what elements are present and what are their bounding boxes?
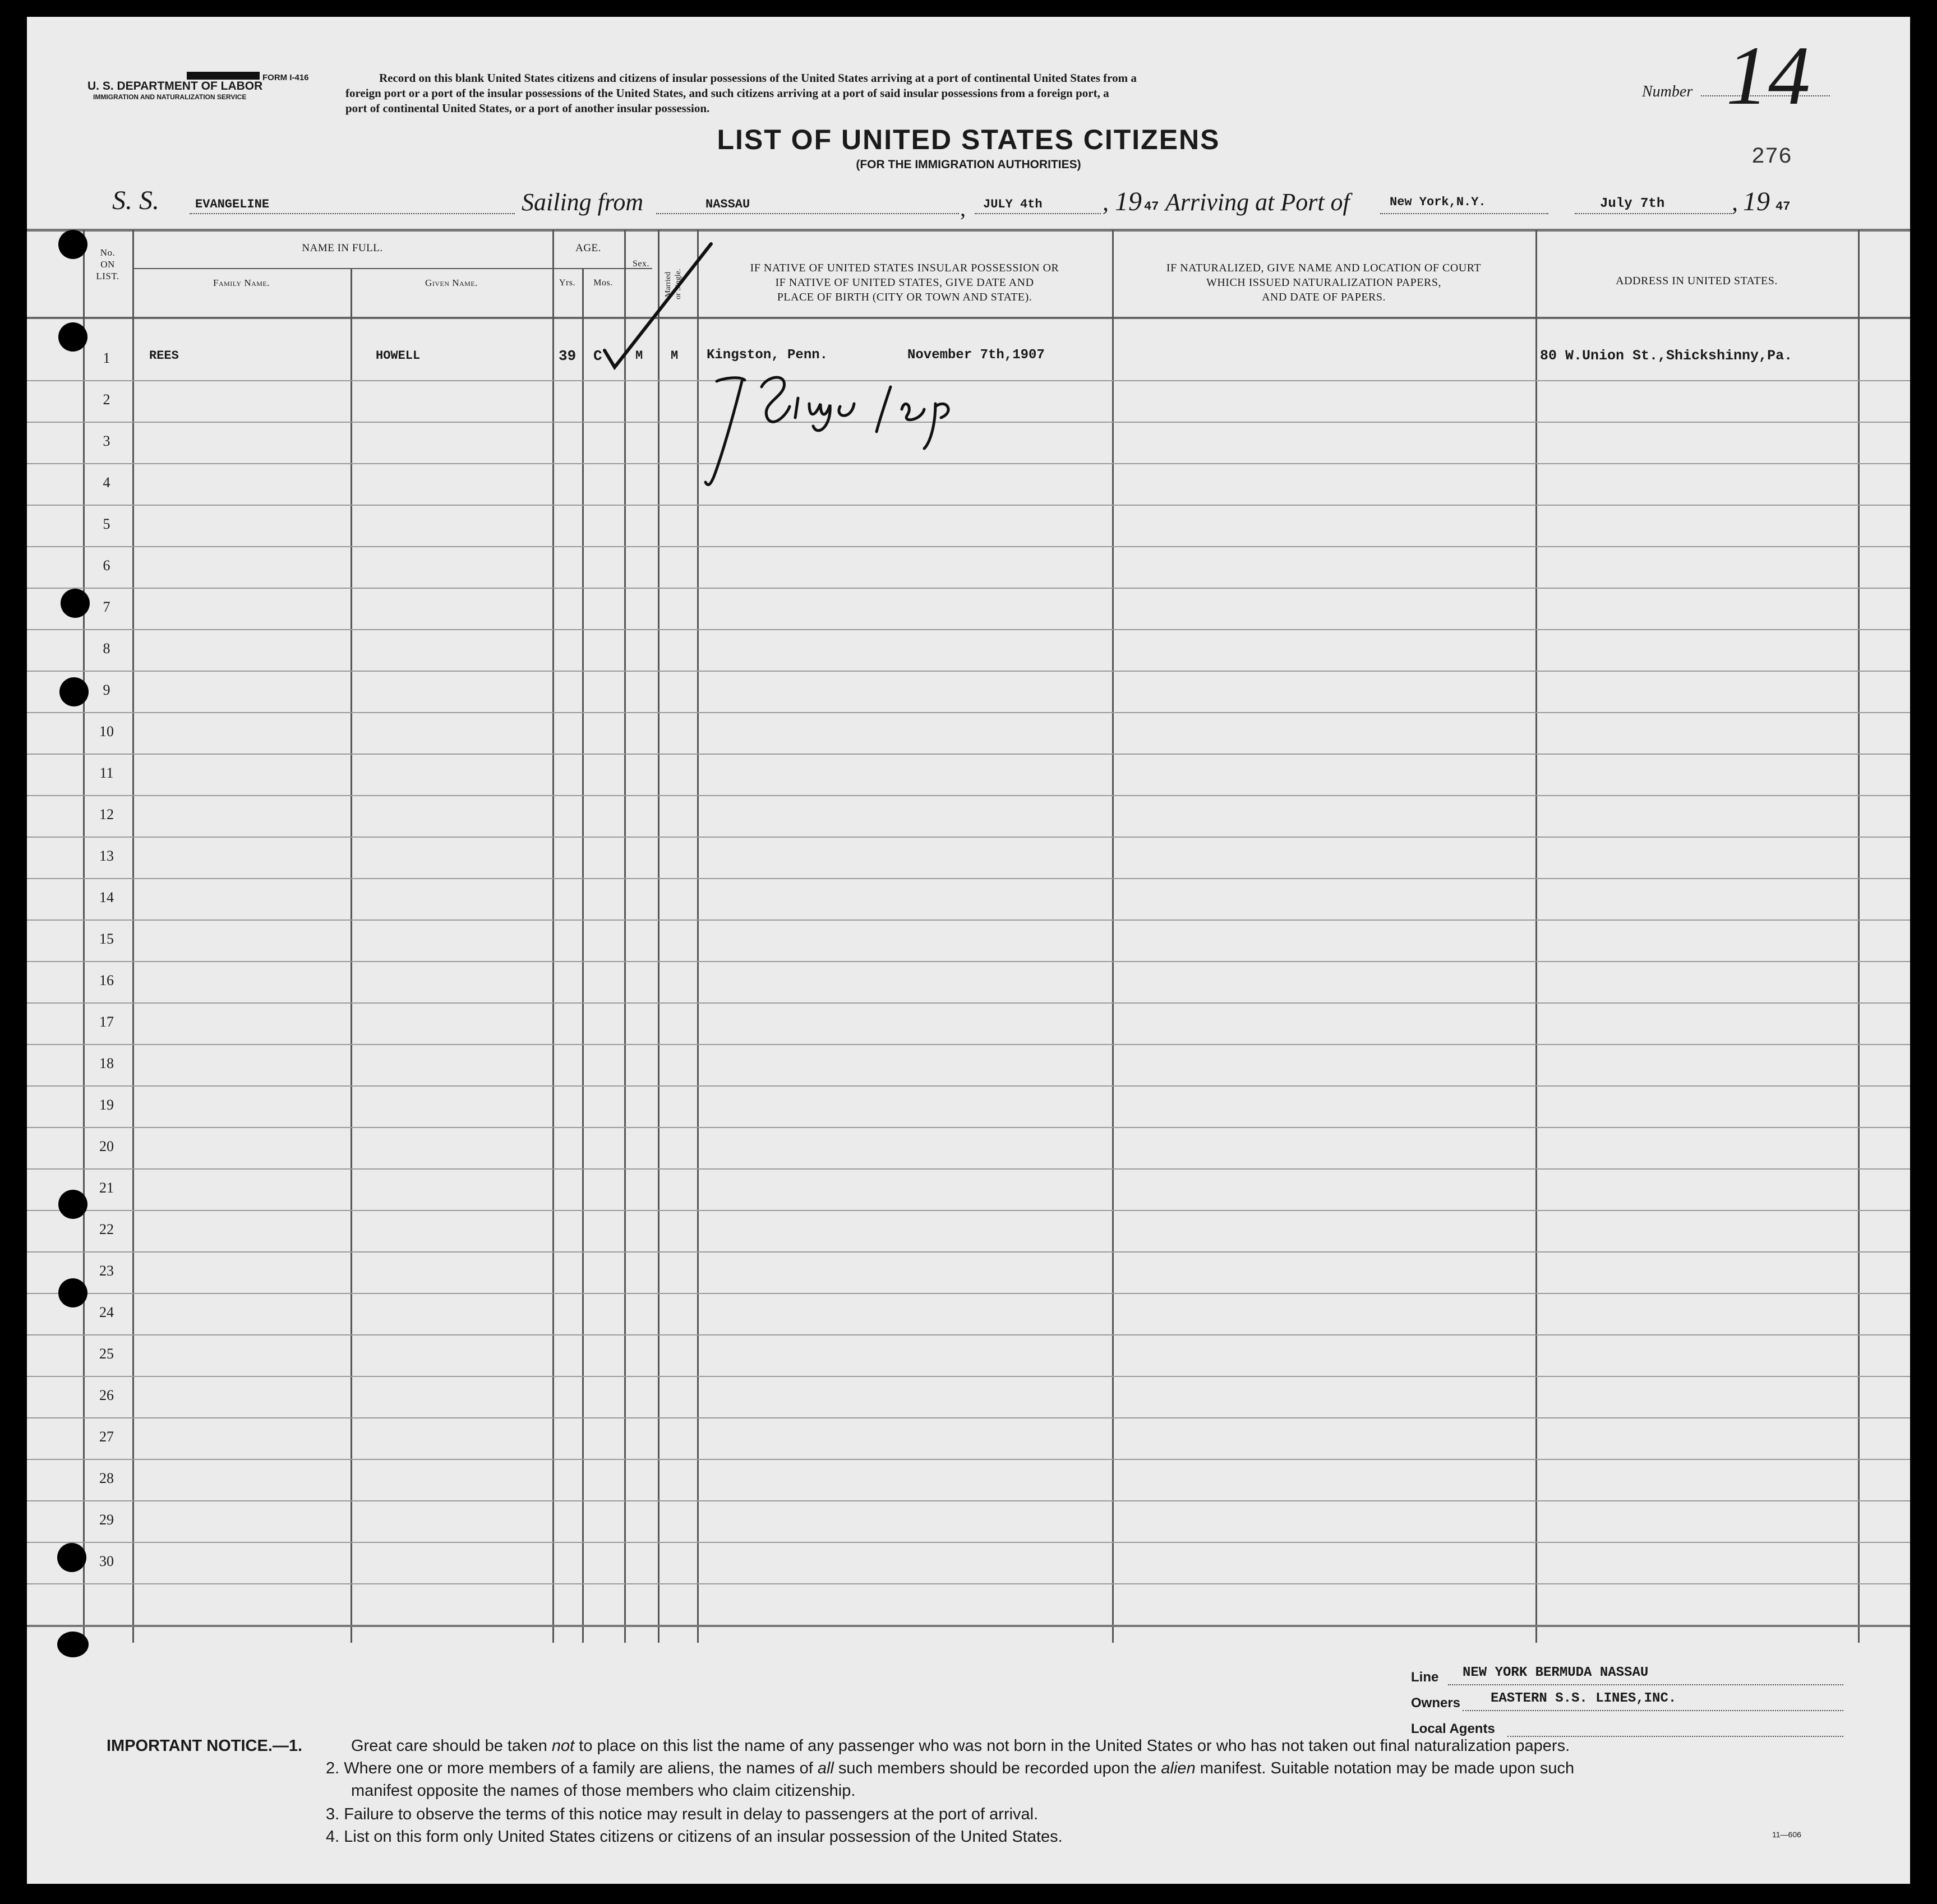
row-number: 5 [103, 516, 110, 532]
passenger-given-name: HOWELL [376, 349, 421, 363]
binder-hole [61, 589, 90, 618]
row-number: 10 [99, 723, 114, 740]
binder-hole [58, 322, 87, 352]
owners-value: EASTERN S.S. LINES,INC. [1491, 1691, 1677, 1706]
row-number: 15 [99, 931, 114, 947]
row-rule [27, 1044, 1910, 1045]
row-number: 29 [99, 1512, 114, 1528]
passenger-family-name: REES [149, 349, 179, 363]
family-name-header: Family Name. [213, 278, 270, 288]
age-header: AGE. [575, 242, 601, 254]
col-rule [582, 269, 584, 1643]
row-number: 4 [103, 474, 110, 491]
department: U. S. DEPARTMENT OF LABOR [87, 80, 263, 93]
birth-line-3: PLACE OF BIRTH (CITY OR TOWN AND STATE). [777, 291, 1032, 303]
row-number: 20 [99, 1138, 114, 1154]
notice-2d: alien [1161, 1759, 1196, 1777]
form-code: 11—606 [1772, 1830, 1801, 1839]
row-rule [27, 1500, 1910, 1501]
manifest-sheet: FORM I-416 U. S. DEPARTMENT OF LABOR IMMIGRATION AND NATURALIZATION SERVICE Record on this blank United States citizens and citizens of insular possessions of the United States arriving at a port of continental United States from a foreign port or a port of the insular possessions of the United States, and such citizens arriving at a port of said insular possessions from a foreign port, a port of continental United States, or a port of another insular possession. Number 14 LIST OF UNITED STATES CITIZENS (FOR THE IMMIGRATION AUTHORITIES) 276 S. S. EVANGELINE Sailing from NASSAU , JULY 4th , 19 47 Arriving at Port of New York,N.Y. July 7th , 19 47 No. ON LIST. NAME IN FULL. Family Name. Given Name. AGE. Yrs. Mos. Sex. Married or Single. IF NATIVE OF UNITED STATES INSULAR POSSESSION OR IF NATIVE OF UNITED STATES, GIVE DATE AND PLACE OF BIRTH (CITY OR TOWN AND STATE). IF NATURALIZED, GIVE NAME AND LOCATION OF COURT WHICH ISSUED NATURALIZATION PAPERS, AND DATE OF PAPERS. ADDRESS IN UNITED STATES. 1 2 3 4 5 6 7 8 9 10 11 12 13 14 15 16 17 18 19 20 21 22 23 24 25 26 27 28 29 30 REES HOWELL 39 C M M Kingston, Penn. November 7th,1907 80 W.Union St.,Shickshinny,Pa. Line NEW YORK BERMUDA NASSAU Owners EASTERN S.S. LINES,INC. Local Agents IMPORTANT NOTICE.—1. Great care should be taken not to place on this list the name of any passenger who was not born in the United States or who has not taken out final naturalization papers. 2. Where one or more members of a family are aliens, the names of all such members should be recorded upon the alien manifest. Suitable notation may be made upon such manifest opposite the names of those members who claim citizenship. 3. Failure to observe the terms of this notice may result in delay to passengers at the port of arrival. 4. List on this form only United States citizens or citizens of an insular possession of the United States. 11—606 [27, 17, 1910, 1884]
local-agents-label: Local Agents [1411, 1721, 1495, 1736]
passenger-age-yrs: 39 [559, 348, 577, 364]
check-mark [593, 238, 728, 378]
binder-hole [59, 677, 89, 706]
instructions-line-3: port of continental United States, or a port of another insular possession. [345, 101, 710, 115]
col-rule [624, 230, 626, 1643]
row-rule [27, 1251, 1910, 1253]
binder-hole [58, 1190, 87, 1219]
binder-hole [57, 1543, 86, 1572]
notice-2-cont: manifest opposite the names of those members who claim citizenship. [351, 1782, 856, 1800]
col-no-line-3: LIST. [96, 271, 119, 281]
row-number: 27 [99, 1429, 114, 1445]
mos-header: Mos. [593, 278, 613, 288]
table-top-border [27, 229, 1910, 232]
row-rule [27, 1210, 1910, 1211]
notice-1a: Great care should be taken [351, 1737, 552, 1755]
row-rule [27, 1127, 1910, 1128]
col-no-line-1: No. [100, 247, 116, 258]
row-number: 1 [103, 350, 110, 366]
row-rule [27, 837, 1910, 838]
row-number: 16 [99, 972, 114, 988]
line-value: NEW YORK BERMUDA NASSAU [1463, 1665, 1649, 1680]
notice-2b: all [817, 1759, 834, 1777]
sail-year-prefix: 19 [1115, 187, 1142, 216]
married-line-2: or Single. [674, 269, 682, 300]
row-rule [27, 919, 1910, 921]
instructions [345, 71, 1596, 116]
row-rule [27, 1168, 1910, 1170]
col-rule [1112, 230, 1114, 1643]
row-number: 11 [99, 765, 114, 781]
from-port: NASSAU [705, 197, 750, 211]
col-rule [132, 230, 134, 1643]
yrs-header: Yrs. [559, 278, 576, 288]
row-number: 24 [99, 1304, 114, 1320]
sail-year: 47 [1144, 200, 1159, 214]
row-number: 3 [103, 433, 110, 449]
col-rule [1858, 230, 1860, 1643]
sailing-label: Sailing from [522, 188, 644, 216]
passenger-marital: M [671, 349, 679, 363]
row-rule [27, 546, 1910, 547]
notice-2e: manifest. Suitable notation may be made upon such [1195, 1759, 1575, 1777]
row-rule [27, 1334, 1910, 1335]
arrival-year-prefix: 19 [1743, 187, 1770, 216]
instructions-line-2: foreign port or a port of the insular possessions of the United States, and such citizens arriving at a port of said insular possessions from a foreign port, a [345, 86, 1109, 100]
notice-1 [351, 1735, 1570, 1757]
row-rule [27, 1542, 1910, 1543]
binder-hole [57, 1632, 89, 1657]
arrival-year: 47 [1775, 200, 1791, 214]
row-number: 9 [103, 682, 110, 698]
row-rule [27, 505, 1910, 506]
col-rule [658, 230, 659, 1643]
naturalized-line-2: WHICH ISSUED NATURALIZATION PAPERS, [1206, 276, 1441, 289]
binder-hole [58, 230, 87, 259]
ss-label: S. S. [112, 186, 159, 215]
instructions-line-1: Record on this blank United States citizens and citizens of insular possessions of the United States arriving at a port of continental United States from a [379, 71, 1137, 85]
page-subtitle: (FOR THE IMMIGRATION AUTHORITIES) [856, 158, 1081, 171]
notice-2c: such members should be recorded upon the [833, 1759, 1161, 1777]
naturalized-line-3: AND DATE OF PAPERS. [1261, 291, 1386, 303]
notice-2 [326, 1757, 1574, 1780]
col-rule [350, 269, 352, 1643]
name-in-full-header: NAME IN FULL. [302, 242, 383, 254]
ship-name: EVANGELINE [195, 197, 270, 211]
passenger-birth-date: November 7th,1907 [907, 348, 1045, 363]
row-number: 6 [103, 557, 110, 574]
row-number: 7 [103, 599, 110, 615]
birth-line-2: IF NATIVE OF UNITED STATES, GIVE DATE AND [775, 276, 1034, 289]
line-label: Line [1411, 1670, 1439, 1685]
arrival-port: New York,N.Y. [1390, 195, 1486, 209]
row-number: 25 [99, 1346, 114, 1362]
binder-hole [58, 1278, 87, 1307]
row-number: 8 [103, 640, 110, 657]
notice-heading: IMPORTANT NOTICE.—1. [107, 1737, 303, 1755]
passenger-birth-place: Kingston, Penn. [707, 348, 828, 363]
address-header: ADDRESS IN UNITED STATES. [1616, 275, 1778, 287]
row-number: 17 [99, 1014, 114, 1030]
col-rule [552, 230, 554, 1643]
header-bottom-border [27, 317, 1910, 319]
row-rule [27, 1085, 1910, 1087]
redaction-bar [187, 72, 260, 80]
col-rule [1535, 230, 1537, 1643]
sail-date: JULY 4th [983, 197, 1043, 211]
row-rule [27, 712, 1910, 713]
row-number: 26 [99, 1387, 114, 1403]
row-number: 23 [99, 1263, 114, 1279]
row-rule [27, 1293, 1910, 1294]
number-label: Number [1642, 83, 1693, 100]
naturalized-line-1: IF NATURALIZED, GIVE NAME AND LOCATION OF COURT [1166, 262, 1482, 274]
number-value: 14 [1726, 29, 1810, 122]
row-rule [27, 795, 1910, 796]
sex-header: Sex. [633, 259, 649, 269]
arrival-date: July 7th [1600, 196, 1665, 211]
married-line-1: Married [664, 271, 672, 297]
notice-2a: 2. Where one or more members of a family are aliens, the names of [326, 1759, 818, 1777]
birth-header [697, 261, 1112, 304]
row-rule [27, 588, 1910, 589]
row-rule [27, 1376, 1910, 1377]
inspector-signature [683, 364, 1020, 499]
row-number: 2 [103, 391, 110, 408]
row-number: 14 [99, 889, 114, 905]
notice-3: 3. Failure to observe the terms of this notice may result in delay to passengers at the port of arrival. [326, 1805, 1039, 1823]
row-number: 28 [99, 1470, 114, 1486]
given-name-header: Given Name. [425, 278, 478, 288]
col-no-line-2: ON [100, 259, 115, 270]
table-bottom-border [27, 1625, 1910, 1627]
arriving-label: Arriving at Port of [1165, 188, 1350, 216]
service: IMMIGRATION AND NATURALIZATION SERVICE [93, 93, 247, 101]
col-rule [83, 230, 85, 1643]
col-no-header [83, 247, 132, 282]
row-rule [27, 961, 1910, 962]
owners-label: Owners [1411, 1695, 1461, 1711]
row-rule [27, 878, 1910, 879]
naturalized-header [1112, 261, 1535, 304]
row-number: 19 [99, 1097, 114, 1113]
row-number: 22 [99, 1221, 114, 1237]
row-number: 30 [99, 1553, 114, 1569]
passenger-sex: M [635, 349, 643, 363]
passenger-address: 80 W.Union St.,Shickshinny,Pa. [1540, 348, 1793, 364]
row-rule [27, 671, 1910, 672]
row-rule [27, 754, 1910, 755]
passenger-age-mos: C [593, 348, 602, 364]
notice-1c: to place on this list the name of any passenger who was not born in the United States or who has not taken out final naturalization papers. [574, 1737, 1570, 1755]
row-number: 13 [99, 848, 114, 864]
row-rule [27, 1417, 1910, 1418]
stamp-number: 276 [1751, 145, 1792, 170]
row-number: 18 [99, 1055, 114, 1071]
row-number: 12 [99, 806, 114, 822]
page-title: LIST OF UNITED STATES CITIZENS [717, 124, 1220, 155]
row-number: 21 [99, 1180, 114, 1196]
notice-4: 4. List on this form only United States citizens or citizens of an insular possession of the United States. [326, 1828, 1063, 1846]
row-rule [27, 1459, 1910, 1460]
row-rule [27, 629, 1910, 630]
row-rule [27, 1583, 1910, 1584]
birth-line-1: IF NATIVE OF UNITED STATES INSULAR POSSESSION OR [750, 262, 1059, 274]
row-rule [27, 1002, 1910, 1004]
notice-1b: not [551, 1737, 575, 1755]
form-number: FORM I-416 [262, 73, 309, 82]
